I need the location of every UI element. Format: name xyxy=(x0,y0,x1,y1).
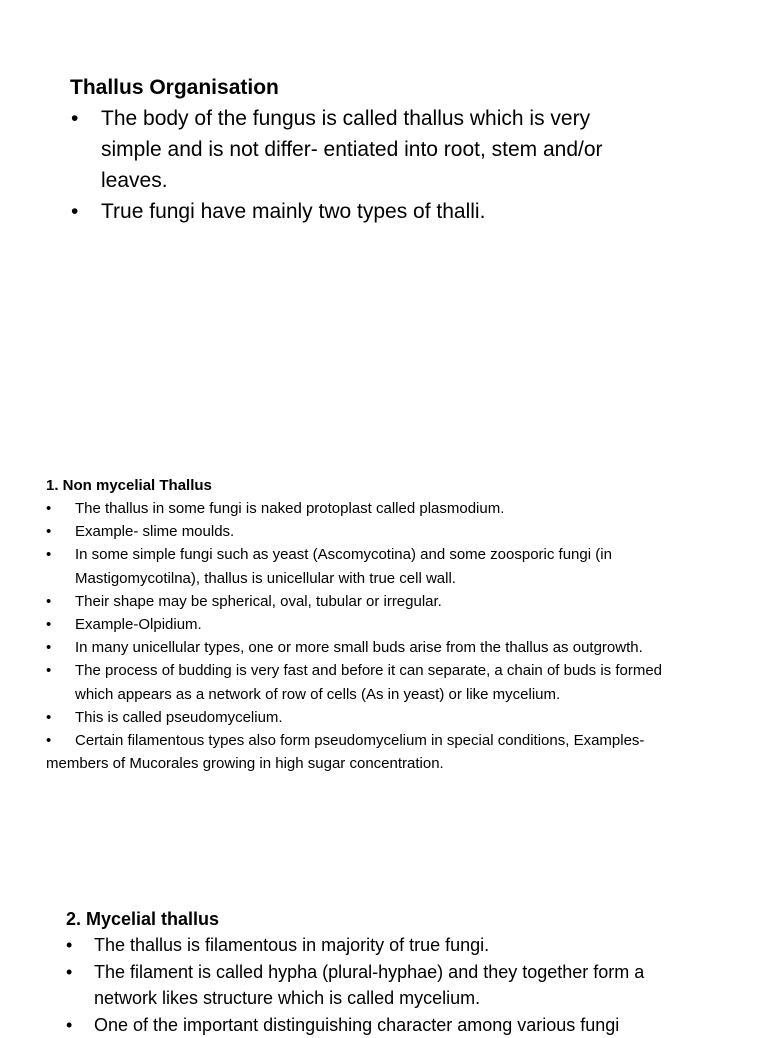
list-item xyxy=(46,520,696,543)
bullet-icon: • xyxy=(46,497,51,520)
bullet-icon: • xyxy=(71,103,78,134)
list-item-text: In many unicellular types, one or more small buds arise from the thallus as outgrowth. xyxy=(75,639,643,656)
list-item-text: Example-Olpidium. xyxy=(75,616,202,633)
list-item-text: The thallus in some fungi is naked protoplast called plasmodium. xyxy=(75,500,504,517)
non-mycelial-thallus-section xyxy=(46,474,696,775)
bullet-icon: • xyxy=(46,520,51,543)
list-item-text: The thallus is filamentous in majority of true fungi. xyxy=(94,935,489,955)
list-item-text: The body of the fungus is called thallus which is very simple and is not differ- entiated into root, stem and/or leaves. xyxy=(101,107,603,192)
list-item xyxy=(46,706,696,729)
list-item-text: True fungi have mainly two types of thalli. xyxy=(101,200,485,223)
bullet-icon: • xyxy=(46,613,51,636)
bullet-list xyxy=(46,497,696,775)
list-item-text: One of the important distinguishing character among various fungi xyxy=(94,1015,619,1035)
bullet-icon: • xyxy=(71,196,78,227)
list-item-text: Certain filamentous types also form pseudomycelium in special conditions, Examples-members of Mucorales growing in high sugar concentration. xyxy=(46,732,644,772)
bullet-icon: • xyxy=(46,543,51,566)
bullet-icon: • xyxy=(66,1012,72,1038)
thallus-organisation-section xyxy=(70,73,630,227)
bullet-list xyxy=(66,932,706,1038)
list-item xyxy=(66,959,706,1012)
list-item xyxy=(66,1012,706,1038)
section-heading: 1. Non mycelial Thallus xyxy=(46,474,696,497)
mycelial-thallus-section xyxy=(66,906,706,1038)
list-item-text: The filament is called hypha (plural-hyphae) and they together form a network likes structure which is called mycelium. xyxy=(94,962,644,1009)
bullet-icon: • xyxy=(66,932,72,959)
list-item xyxy=(66,932,706,959)
list-item-text: This is called pseudomycelium. xyxy=(75,709,283,726)
list-item xyxy=(46,729,696,775)
bullet-icon: • xyxy=(46,659,51,682)
list-item-text: The process of budding is very fast and before it can separate, a chain of buds is formed which appears as a network of row of cells (As in yeast) or like mycelium. xyxy=(75,662,662,702)
bullet-icon: • xyxy=(46,636,51,659)
bullet-icon: • xyxy=(46,706,51,729)
list-item xyxy=(70,103,630,196)
list-item-text: In some simple fungi such as yeast (Ascomycotina) and some zoosporic fungi (in Mastigomycotilna), thallus is unicellular with true cell wall. xyxy=(75,546,612,586)
list-item xyxy=(70,196,630,227)
list-item xyxy=(46,497,696,520)
list-item xyxy=(46,636,696,659)
bullet-icon: • xyxy=(66,959,72,986)
list-item xyxy=(46,590,696,613)
bullet-icon: • xyxy=(46,729,75,752)
section-heading: Thallus Organisation xyxy=(70,73,630,103)
list-item xyxy=(46,543,696,589)
bullet-list xyxy=(70,103,630,227)
section-heading: 2. Mycelial thallus xyxy=(66,906,706,932)
list-item-text: Their shape may be spherical, oval, tubular or irregular. xyxy=(75,593,442,610)
list-item xyxy=(46,659,696,705)
list-item xyxy=(46,613,696,636)
bullet-icon: • xyxy=(46,590,51,613)
list-item-text: Example- slime moulds. xyxy=(75,523,234,540)
